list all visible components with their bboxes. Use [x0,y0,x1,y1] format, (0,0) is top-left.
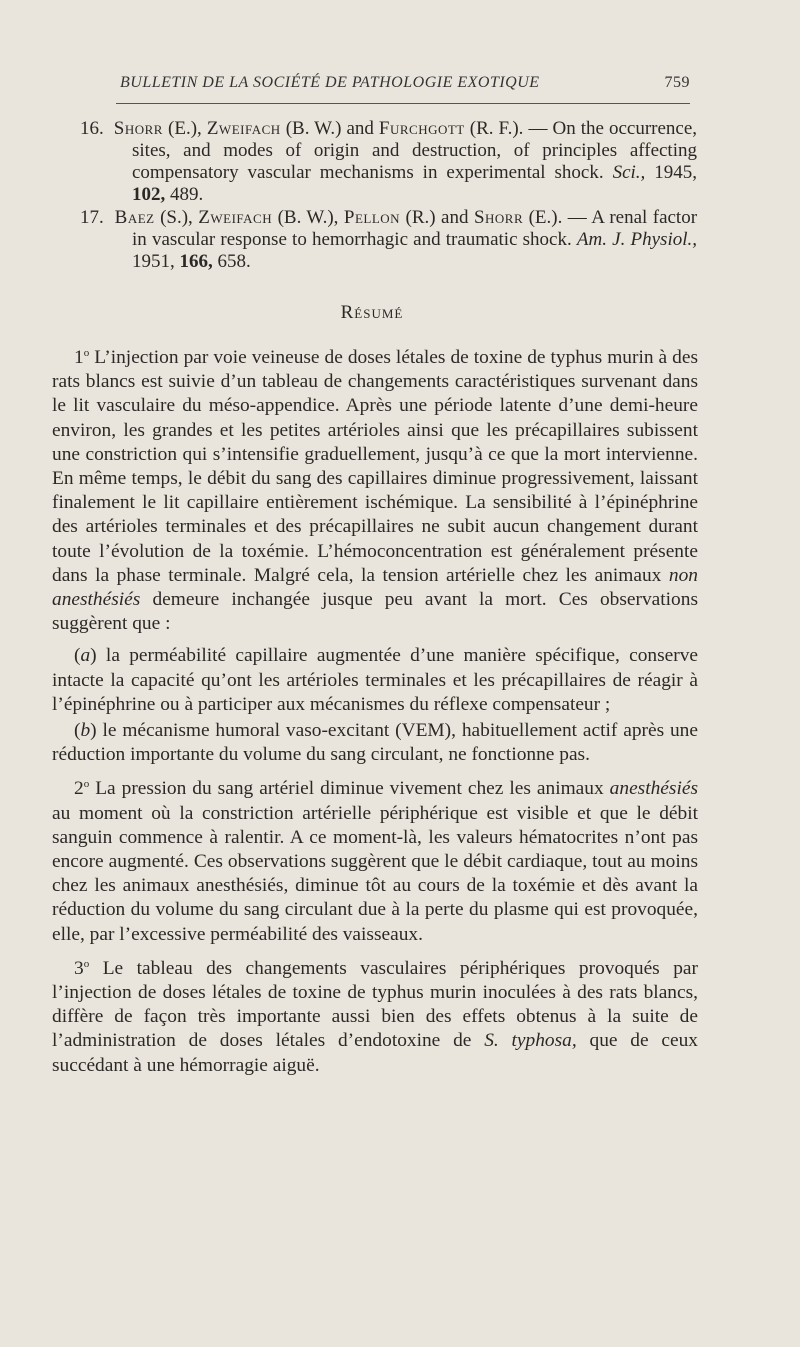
author-name: Furchgott [378,118,465,139]
resume-body [52,346,698,1086]
paragraph-text: au moment où la constriction artérielle périphérique est visible et que le débit sanguin commence à ralentir. A ce moment-là, les valeurs hématocrites n’ont pas encore augmenté. Ces observations suggèrent que le débit cardiaque, tout au moins chez les animaux anesthésiés, diminue tôt au cours de la toxémie et dès avant la réduction du volume du sang circulant due à la perte du plasme qui est provoquée, elle, par l’excessive perméabilité des vaisseaux. [52,802,698,945]
author-initials: (E.), [168,118,202,139]
reference-list [52,118,697,274]
reference-body [80,207,698,273]
author-name: Shorr [473,207,524,228]
author-initials: (S.), [160,207,193,228]
header-rule [116,103,690,104]
author-connector: and [441,207,469,228]
paragraph-3 [52,957,698,1078]
reference-16 [52,118,697,206]
ordinal-mark: o [83,347,90,359]
author-name: Baez [114,207,155,228]
author-initials: (R.) [405,207,436,228]
author-name: Zweifach [206,118,281,139]
paragraph-number: 1 [74,347,84,368]
reference-17 [52,207,697,273]
author-initials: (R. F.). [469,118,524,139]
reference-number: 16. [80,118,104,139]
reference-journal: Am. J. Physiol., [576,229,697,250]
author-name: Shorr [113,118,163,139]
paragraph-1b: (b) le mécanisme humoral vaso-excitant (VEM), habituellement actif après une réduction importante du volume du sang circulant, ne fonctionne pas. [52,720,698,766]
reference-body [80,118,698,206]
paragraph-text: demeure inchangée jusque peu avant la mort. Ces observations suggèrent que : [52,589,698,635]
item-label: b [80,720,91,742]
paragraph-2 [52,777,698,946]
author-initials: (B. W.), [277,207,339,228]
author-name: Pellon [343,207,401,228]
reference-pages: 489. [170,184,204,205]
author-name: Zweifach [198,207,273,228]
item-label: a [80,645,91,667]
paragraph-number: 3 [74,957,84,979]
paragraph-number: 2 [74,778,84,800]
ordinal-mark: o [83,778,90,791]
author-initials: (B. W.) [285,118,342,139]
author-initials: (E.). [528,207,563,228]
paragraph-text: La pression du sang artériel diminue vivement chez les animaux [89,778,610,800]
reference-number: 17. [80,207,104,228]
italic-term: anesthésiés [609,778,698,800]
running-header [120,74,690,100]
paragraph-1 [52,346,698,636]
reference-title: — On the occurrence, sites, and modes of origin and destruction, of principles affecting compensatory vascular mechanisms in experimental shock. [132,118,698,183]
reference-pages: 658. [217,251,251,272]
italic-term: S. typhosa, [484,1030,577,1052]
ordinal-mark: o [83,957,90,970]
paragraph-text: L’injection par voie veineuse de doses létales de toxine de typhus murin à des rats blancs est suivie d’un tableau de changements caractéristiques survenant dans le lit vasculaire du méso-appendice. Après une période latente d’une demi-heure environ, les grandes et les petites artérioles ainsi que les précapillaires subissent une constriction qui s’intensifie graduellement, jusqu’à ce que la mort intervienne. En même temps, le débit du sang des capillaires diminue progressivement, laissant finalement le lit capillaire entièrement ischémique. La sensibilité à l’épinéphrine des artérioles terminales et des précapillaires ne subit aucun changement durant toute l’évolution de la toxémie. L’hémoconcentration est généralement présente dans la phase terminale. Malgré cela, la tension artérielle chez les animaux [52,347,698,586]
reference-year: 1951, [132,251,175,272]
reference-volume: 102, [132,184,166,205]
reference-journal: Sci., [612,162,646,183]
reference-volume: 166, [179,251,213,272]
reference-title: — A renal factor in vascular response to hemorrhagic and traumatic shock. [132,207,698,250]
paragraph-text: Le tableau des changements vasculaires périphériques provoqués par l’injection de doses létales de toxine de typhus murin inoculées à des rats blancs, diffère de façon très importante aussi bien des effets obtenus à la suite de l’administration de doses létales d’endotoxine de [52,957,698,1052]
page-number: 759 [664,74,690,91]
paragraph-text: la perméabilité capillaire augmentée d’une manière spécifique, conserve intacte la capacité qu’ont les artérioles terminales et les précapillaires de réagir à l’épinéphrine ou à participer aux mécanismes du réflexe compensateur ; [52,645,698,715]
paragraph-text: que de ceux succédant à une hémorragie aiguë. [52,1030,698,1076]
reference-year: 1945, [654,162,698,183]
italic-term: non anesthésiés [52,564,698,611]
journal-title: BULLETIN DE LA SOCIÉTÉ DE PATHOLOGIE EXOTIQUE [120,74,540,91]
paragraph-1a: (a) la perméabilité capillaire augmentée d’une manière spécifique, conserve intacte la capacité qu’ont les artérioles terminales et les précapillaires de réagir à l’épinéphrine ou à participer aux mécanismes du réflexe compensateur ; [52,645,698,715]
section-heading: Résumé [340,302,404,323]
author-connector: and [346,118,374,139]
paragraph-text: le mécanisme humoral vaso-excitant (VEM), habituellement actif après une réduction importante du volume du sang circulant, ne fonctionne pas. [52,720,698,766]
